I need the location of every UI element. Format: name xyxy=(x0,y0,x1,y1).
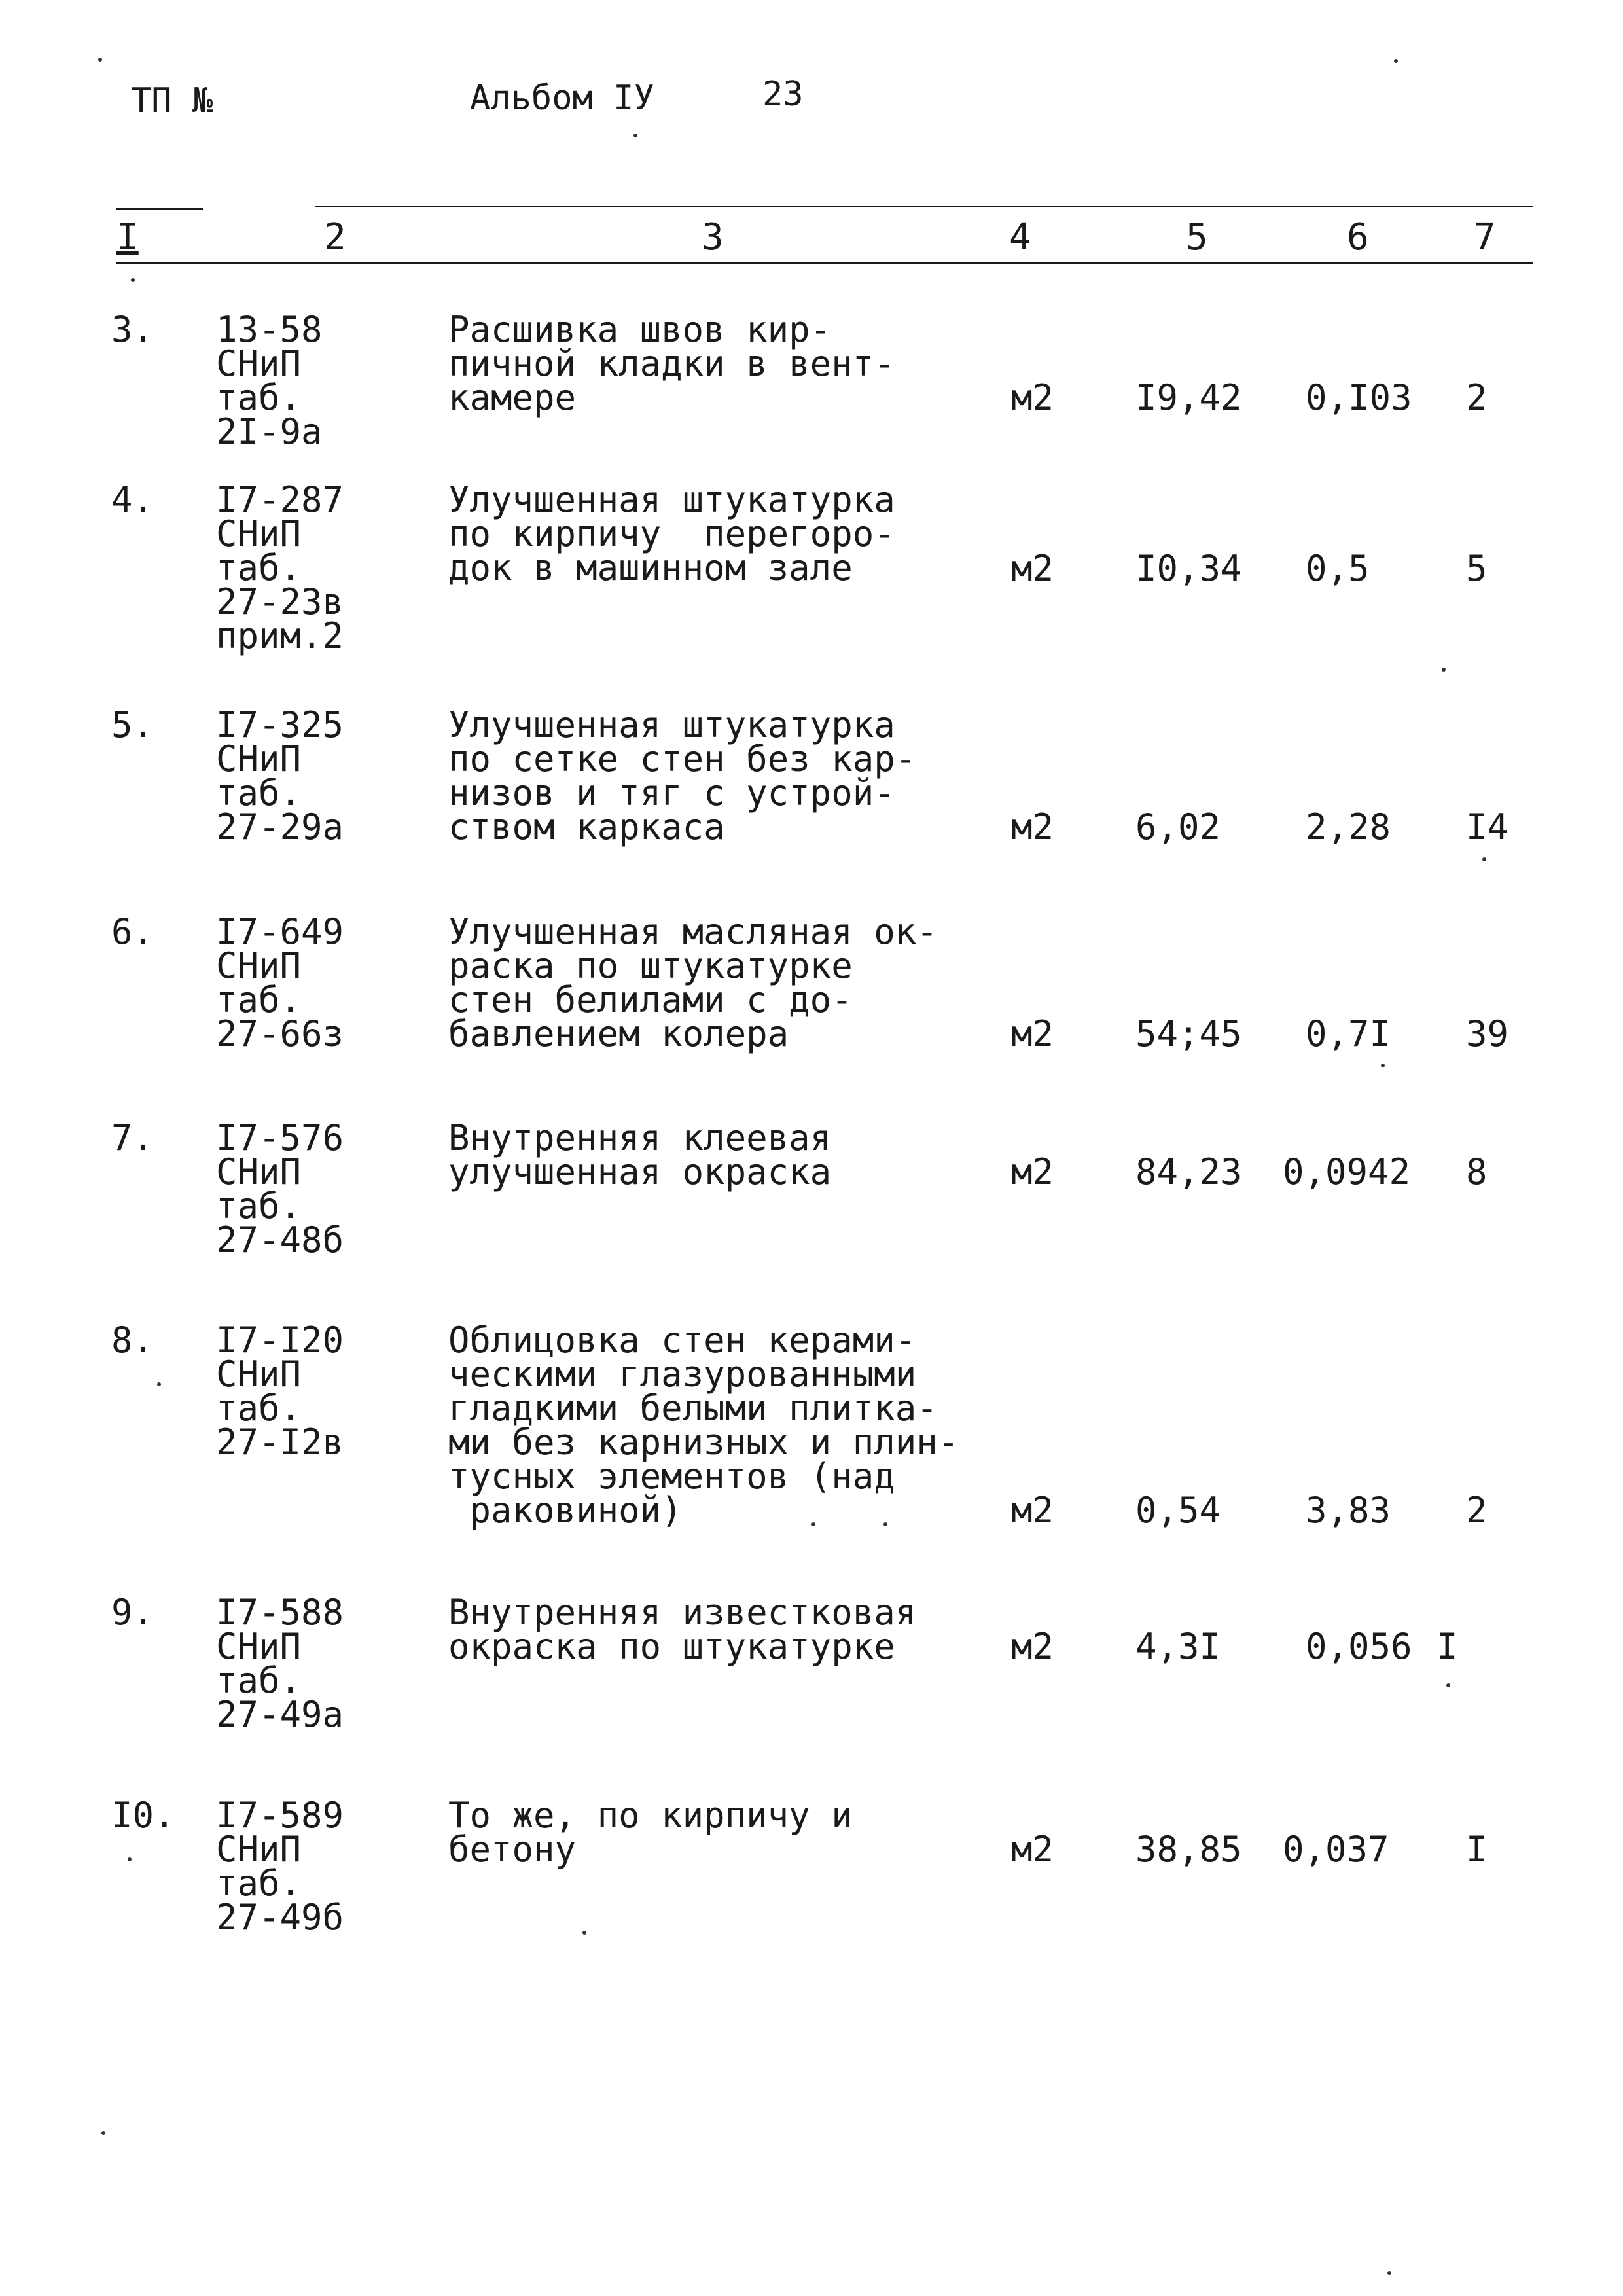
quantity: 84,23 xyxy=(1135,1151,1242,1193)
column-number-7: 7 xyxy=(1474,216,1496,259)
row-number: 3. xyxy=(111,309,154,350)
quantity: 4,3I xyxy=(1135,1626,1221,1667)
work-description: Внутренняя клеевая улучшенная окраска xyxy=(448,1117,832,1193)
work-description: Улучшенная масляная ок- раска по штукатурке стен белилами с до- бавлением колера xyxy=(448,911,938,1054)
scan-speck xyxy=(157,1382,161,1386)
scan-speck xyxy=(1482,857,1486,861)
scan-speck xyxy=(582,1931,586,1935)
norm-reference: I7-325 СНиП таб. 27-29а xyxy=(216,704,344,848)
norm-reference: I7-589 СНиП таб. 27-49б xyxy=(216,1795,344,1938)
row-number: 4. xyxy=(111,479,154,520)
unit: м2 xyxy=(1011,1490,1054,1531)
unit: м2 xyxy=(1011,1013,1054,1054)
norm-value: 3,83 xyxy=(1306,1490,1391,1531)
norm-value: 2,28 xyxy=(1306,806,1391,848)
unit: м2 xyxy=(1011,1829,1054,1870)
total-value: 2 xyxy=(1466,1490,1488,1531)
quantity: 0,54 xyxy=(1135,1490,1221,1531)
norm-value: 0,056 xyxy=(1306,1626,1412,1667)
unit: м2 xyxy=(1011,548,1054,589)
scan-speck xyxy=(1446,1683,1450,1687)
total-value: I xyxy=(1466,1829,1488,1870)
scan-speck xyxy=(883,1522,887,1526)
total-value: 2 xyxy=(1466,377,1488,418)
norm-value: 0,7I xyxy=(1306,1013,1391,1054)
norm-reference: I7-576 СНиП таб. 27-48б xyxy=(216,1117,344,1261)
header-bottom-rule xyxy=(116,262,1533,264)
scan-speck xyxy=(101,2131,105,2135)
total-value: I4 xyxy=(1466,806,1509,848)
total-value: I xyxy=(1436,1626,1458,1667)
unit: м2 xyxy=(1011,806,1054,848)
column-number-4: 4 xyxy=(1009,216,1031,259)
norm-value: 0,037 xyxy=(1283,1829,1389,1870)
scan-speck xyxy=(1394,59,1398,63)
norm-reference: I7-588 СНиП таб. 27-49а xyxy=(216,1592,344,1735)
scan-speck xyxy=(812,1522,815,1526)
row-number: 8. xyxy=(111,1319,154,1361)
norm-value: 0,I03 xyxy=(1306,377,1412,418)
work-description: Облицовка стен керами- ческими глазурованными гладкими белыми плитка- ми без карнизных и плин- тусных элементов (над раковиной) xyxy=(448,1319,959,1531)
norm-reference: I7-I20 СНиП таб. 27-I2в xyxy=(216,1319,344,1463)
tp-label: ТП № xyxy=(131,81,213,120)
column-number-1: I xyxy=(116,216,139,259)
page-number: 23 xyxy=(762,75,804,114)
quantity: 38,85 xyxy=(1135,1829,1242,1870)
norm-value: 0,0942 xyxy=(1283,1151,1411,1193)
album-label: Альбом IУ xyxy=(470,79,654,118)
scan-speck xyxy=(633,134,637,137)
work-description: Улучшенная штукатурка по кирпичу перегоро- док в машинном зале xyxy=(448,479,895,588)
total-value: 8 xyxy=(1466,1151,1488,1193)
quantity: I0,34 xyxy=(1135,548,1242,589)
work-description: То же, по кирпичу и бетону xyxy=(448,1795,853,1870)
header-top-rule-left xyxy=(116,208,203,210)
norm-reference: 13-58 СНиП таб. 2I-9а xyxy=(216,309,323,452)
column-number-6: 6 xyxy=(1347,216,1369,259)
row-number: 7. xyxy=(111,1117,154,1158)
quantity: I9,42 xyxy=(1135,377,1242,418)
scan-speck xyxy=(1442,668,1446,672)
work-description: Внутренняя известковая окраска по штукатурке xyxy=(448,1592,917,1667)
scan-speck xyxy=(128,1857,132,1861)
scan-speck xyxy=(131,278,135,282)
row-number: I0. xyxy=(111,1795,175,1836)
total-value: 5 xyxy=(1466,548,1488,589)
column-number-3: 3 xyxy=(702,216,724,259)
scan-speck xyxy=(1387,2271,1391,2275)
norm-reference: I7-649 СНиП таб. 27-66з xyxy=(216,911,344,1054)
work-description: Улучшенная штукатурка по сетке стен без кар- низов и тяг с устрой- ством каркаса xyxy=(448,704,917,848)
norm-reference: I7-287 СНиП таб. 27-23в прим.2 xyxy=(216,479,344,656)
unit: м2 xyxy=(1011,1151,1054,1193)
unit: м2 xyxy=(1011,1626,1054,1667)
row-number: 6. xyxy=(111,911,154,952)
norm-value: 0,5 xyxy=(1306,548,1370,589)
column-number-5: 5 xyxy=(1186,216,1208,259)
scan-speck xyxy=(1381,1064,1385,1067)
scan-speck xyxy=(98,58,102,62)
column-number-2: 2 xyxy=(324,216,346,259)
unit: м2 xyxy=(1011,377,1054,418)
row-number: 5. xyxy=(111,704,154,745)
work-description: Расшивка швов кир- пичной кладки в вент- камере xyxy=(448,309,895,418)
total-value: 39 xyxy=(1466,1013,1509,1054)
quantity: 54;45 xyxy=(1135,1013,1242,1054)
header-top-rule-right xyxy=(315,206,1533,207)
quantity: 6,02 xyxy=(1135,806,1221,848)
row-number: 9. xyxy=(111,1592,154,1633)
